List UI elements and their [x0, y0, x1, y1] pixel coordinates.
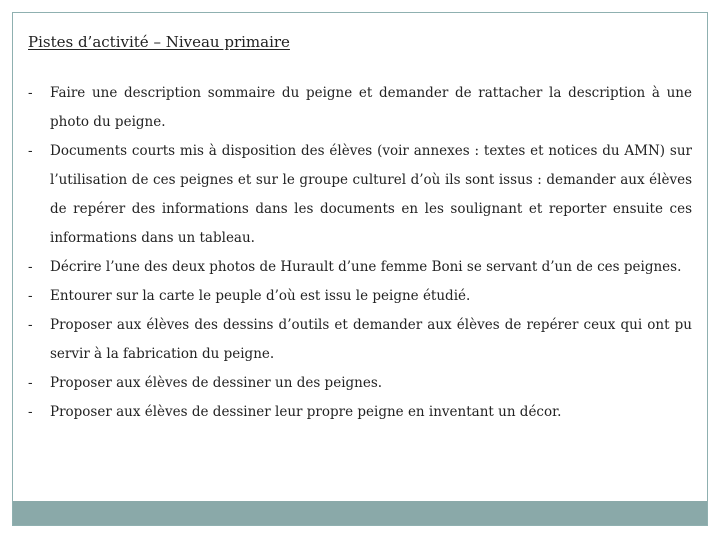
activity-list	[28, 79, 692, 427]
bullet-dash: -	[28, 317, 33, 333]
bullet-dash: -	[28, 259, 33, 275]
list-item-text: Documents courts mis à disposition des élèves (voir annexes : textes et notices du AMN) sur l’utilisation de ces peignes et sur le groupe culturel d’où ils sont issus : demander aux élèves de repérer des informations dans les documents en les soulignant et reporter ensuite ces informations dans un tableau.	[50, 143, 692, 246]
list-item	[28, 282, 692, 311]
footer-bar	[13, 501, 707, 525]
list-item	[28, 369, 692, 398]
list-item	[28, 398, 692, 427]
bullet-dash: -	[28, 375, 33, 391]
list-item-text: Proposer aux élèves de dessiner leur propre peigne en inventant un décor.	[50, 404, 562, 420]
list-item	[28, 253, 692, 282]
list-item-text: Proposer aux élèves des dessins d’outils et demander aux élèves de repérer ceux qui ont pu servir à la fabrication du peigne.	[50, 317, 692, 362]
bullet-dash: -	[28, 404, 33, 420]
bullet-dash: -	[28, 85, 33, 101]
list-item-text: Faire une description sommaire du peigne et demander de rattacher la description à une photo du peigne.	[50, 85, 692, 130]
slide-title: Pistes d’activité – Niveau primaire	[28, 33, 290, 51]
list-item	[28, 79, 692, 137]
list-item	[28, 311, 692, 369]
list-item-text: Décrire l’une des deux photos de Hurault d’une femme Boni se servant d’un de ces peignes.	[50, 259, 682, 275]
slide-frame	[12, 12, 708, 526]
list-item-text: Entourer sur la carte le peuple d’où est issu le peigne étudié.	[50, 288, 471, 304]
bullet-dash: -	[28, 143, 33, 159]
list-item-text: Proposer aux élèves de dessiner un des peignes.	[50, 375, 383, 391]
bullet-dash: -	[28, 288, 33, 304]
list-item	[28, 137, 692, 253]
